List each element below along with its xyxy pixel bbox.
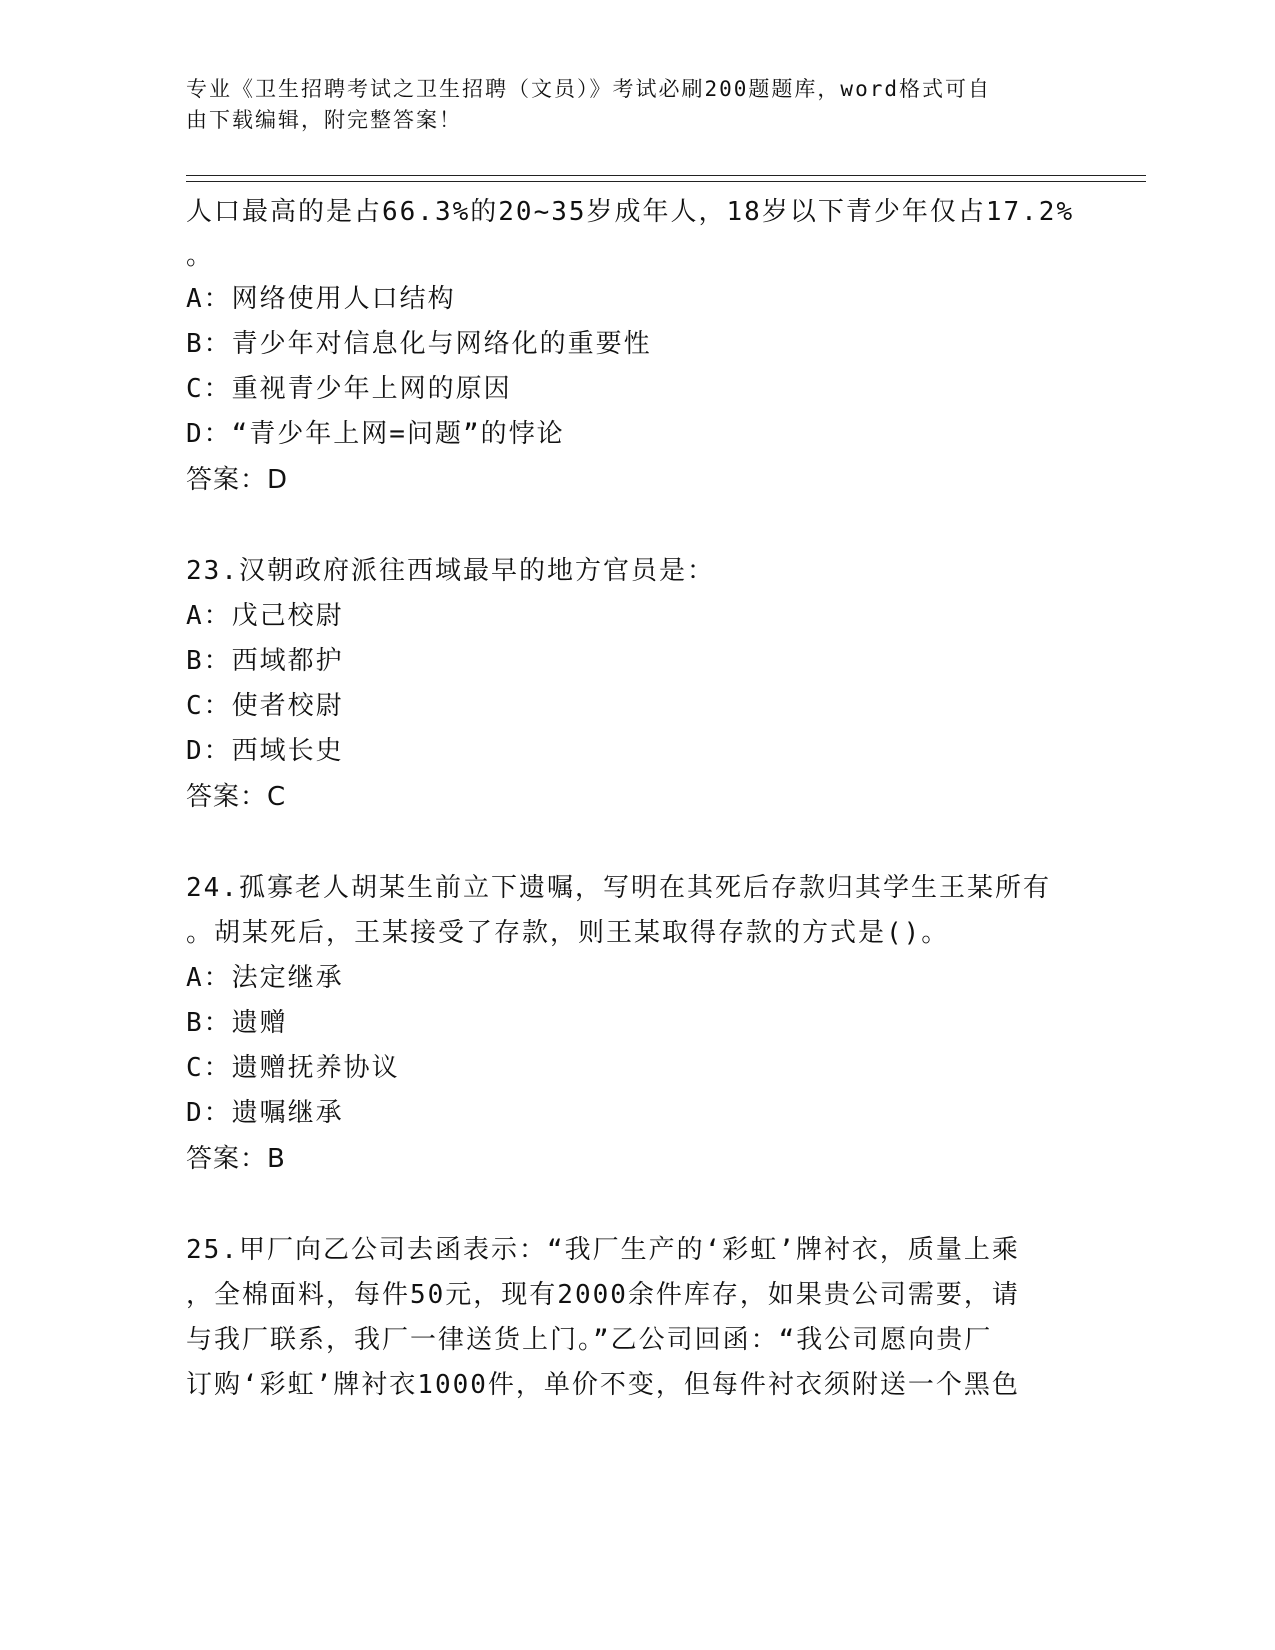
question-text-line: 25.甲厂向乙公司去函表示：“我厂生产的‘彩虹’牌衬衣，质量上乘 [186,1235,1020,1265]
question-24 [186,866,1086,1182]
option-c: C：重视青少年上网的原因 [186,374,512,404]
question-text-line: 。 [186,241,215,271]
document-body [186,190,1086,1408]
answer: 答案：B [186,1144,286,1174]
document-header [186,74,1066,136]
spacer [186,820,1086,866]
header-line-1: 专业《卫生招聘考试之卫生招聘（文员）》考试必刷200题题库，word格式可自 [186,77,991,101]
option-a: A：法定继承 [186,963,344,993]
option-d: D：“青少年上网=问题”的悖论 [186,419,565,449]
option-b: B：遗赠 [186,1008,288,1038]
option-d: D：西域长史 [186,736,344,766]
spacer [186,503,1086,549]
option-d: D：遗嘱继承 [186,1098,344,1128]
question-25 [186,1228,1086,1408]
question-text-line: ，全棉面料，每件50元，现有2000余件库存，如果贵公司需要，请 [186,1280,1020,1310]
option-a: A：戊己校尉 [186,601,344,631]
question-text-line: 人口最高的是占66.3%的20~35岁成年人，18岁以下青少年仅占17.2% [186,197,1075,227]
question-text-line: 24.孤寡老人胡某生前立下遗嘱，写明在其死后存款归其学生王某所有 [186,873,1051,903]
header-line-2: 由下载编辑，附完整答案！ [186,108,462,132]
question-22 [186,190,1086,503]
question-text-line: 与我厂联系，我厂一律送货上门。”乙公司回函：“我公司愿向贵厂 [186,1325,993,1355]
spacer [186,1182,1086,1228]
question-23 [186,549,1086,820]
question-text-line: 23.汉朝政府派往西域最早的地方官员是： [186,556,715,586]
option-b: B：西域都护 [186,646,344,676]
header-rule-bottom [186,181,1146,182]
option-c: C：使者校尉 [186,691,344,721]
option-c: C：遗赠抚养协议 [186,1053,400,1083]
option-a: A：网络使用人口结构 [186,284,456,314]
answer: 答案：D [186,465,289,495]
option-b: B：青少年对信息化与网络化的重要性 [186,329,652,359]
header-rule-top [186,175,1146,176]
question-text-line: 。胡某死后，王某接受了存款，则王某取得存款的方式是()。 [186,918,950,948]
question-text-line: 订购‘彩虹’牌衬衣1000件，单价不变，但每件衬衣须附送一个黑色 [186,1370,1020,1400]
answer: 答案：C [186,782,287,812]
